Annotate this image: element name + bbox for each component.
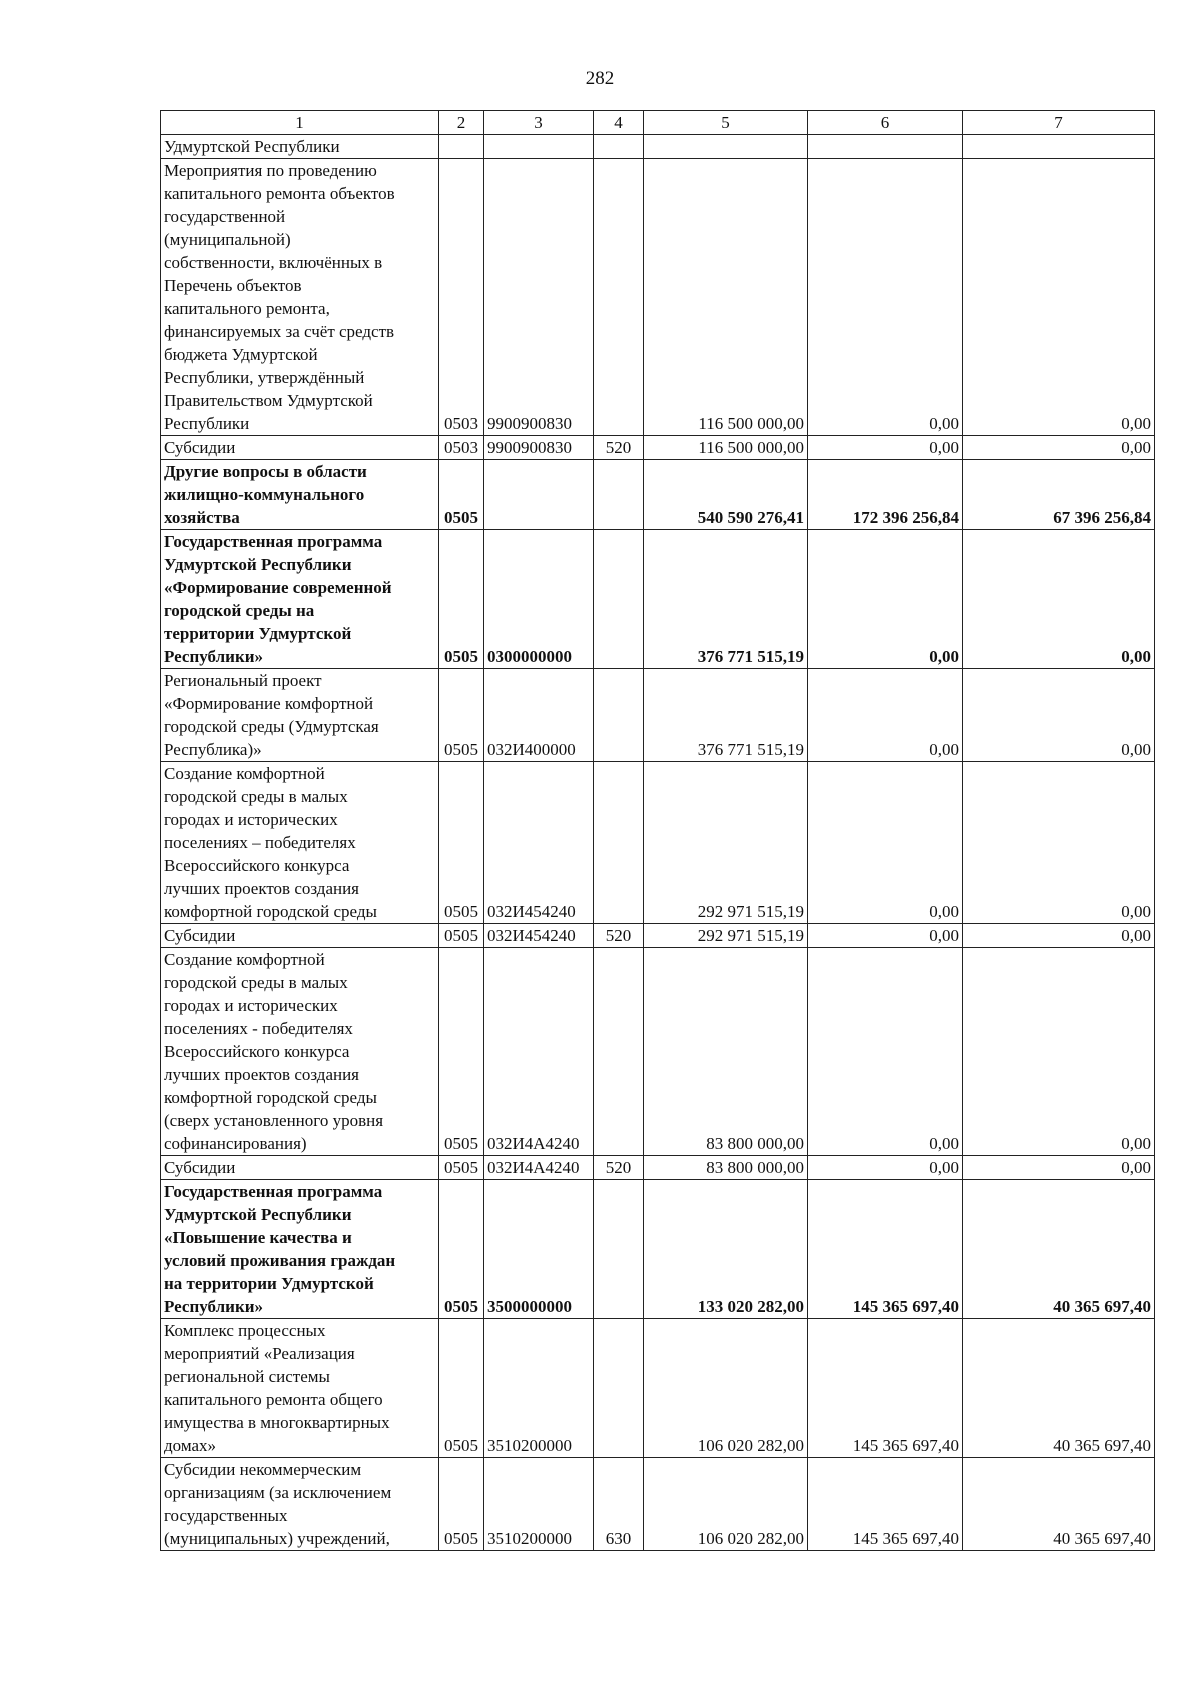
item-name: Субсидии xyxy=(161,436,439,460)
amount-col-7: 0,00 xyxy=(963,159,1155,436)
item-name: Государственная программа Удмуртской Республики «Формирование современной городской среды на территории Удмуртской Республики» xyxy=(161,530,439,669)
amount-col-7 xyxy=(963,135,1155,159)
col-header-7: 7 xyxy=(963,111,1155,135)
section-code: 0505 xyxy=(439,1180,484,1319)
item-name: Комплекс процессных мероприятий «Реализация региональной системы капитального ремонта общего имущества в многоквартирных домах» xyxy=(161,1319,439,1458)
amount-col-5: 292 971 515,19 xyxy=(644,924,808,948)
table-row xyxy=(161,1319,1155,1458)
amount-col-6 xyxy=(808,135,963,159)
amount-col-6: 0,00 xyxy=(808,159,963,436)
table-row xyxy=(161,762,1155,924)
amount-col-5: 106 020 282,00 xyxy=(644,1458,808,1551)
expense-type-code xyxy=(594,948,644,1156)
item-name: Другие вопросы в области жилищно-коммунального хозяйства xyxy=(161,460,439,530)
table-row xyxy=(161,948,1155,1156)
target-article-code: 0300000000 xyxy=(484,530,594,669)
target-article-code: 032И4А4240 xyxy=(484,948,594,1156)
table-row xyxy=(161,436,1155,460)
expense-type-code xyxy=(594,530,644,669)
item-name: Мероприятия по проведению капитального ремонта объектов государственной (муниципальной) собственности, включённых в Перечень объектов капитального ремонта, финансируемых за счёт средств бюджета Удмуртской Республики, утверждённый Правительством Удмуртской Республики xyxy=(161,159,439,436)
amount-col-6: 145 365 697,40 xyxy=(808,1180,963,1319)
amount-col-6: 0,00 xyxy=(808,924,963,948)
col-header-5: 5 xyxy=(644,111,808,135)
target-article-code: 032И454240 xyxy=(484,762,594,924)
col-header-1: 1 xyxy=(161,111,439,135)
target-article-code: 3510200000 xyxy=(484,1319,594,1458)
col-header-3: 3 xyxy=(484,111,594,135)
amount-col-7: 0,00 xyxy=(963,762,1155,924)
amount-col-7: 0,00 xyxy=(963,669,1155,762)
table-row xyxy=(161,135,1155,159)
table-row xyxy=(161,159,1155,436)
target-article-code xyxy=(484,135,594,159)
section-code: 0505 xyxy=(439,669,484,762)
amount-col-7: 0,00 xyxy=(963,530,1155,669)
amount-col-5: 116 500 000,00 xyxy=(644,436,808,460)
item-name: Субсидии некоммерческим организациям (за исключением государственных (муниципальных) учреждений, xyxy=(161,1458,439,1551)
amount-col-6: 145 365 697,40 xyxy=(808,1319,963,1458)
expense-type-code xyxy=(594,1319,644,1458)
target-article-code: 032И454240 xyxy=(484,924,594,948)
amount-col-7: 0,00 xyxy=(963,924,1155,948)
amount-col-7: 40 365 697,40 xyxy=(963,1319,1155,1458)
section-code: 0503 xyxy=(439,159,484,436)
expense-type-code xyxy=(594,135,644,159)
col-header-6: 6 xyxy=(808,111,963,135)
target-article-code: 3510200000 xyxy=(484,1458,594,1551)
section-code: 0505 xyxy=(439,1319,484,1458)
amount-col-6: 172 396 256,84 xyxy=(808,460,963,530)
amount-col-5: 116 500 000,00 xyxy=(644,159,808,436)
amount-col-5: 376 771 515,19 xyxy=(644,669,808,762)
target-article-code: 032И4А4240 xyxy=(484,1156,594,1180)
page-number: 282 xyxy=(585,68,615,89)
amount-col-6: 0,00 xyxy=(808,436,963,460)
table-row xyxy=(161,1180,1155,1319)
item-name: Создание комфортной городской среды в малых городах и исторических поселениях – победителях Всероссийского конкурса лучших проектов создания комфортной городской среды xyxy=(161,762,439,924)
amount-col-5: 83 800 000,00 xyxy=(644,1156,808,1180)
amount-col-6: 0,00 xyxy=(808,669,963,762)
amount-col-6: 0,00 xyxy=(808,1156,963,1180)
amount-col-6: 0,00 xyxy=(808,762,963,924)
expense-type-code xyxy=(594,762,644,924)
table-row xyxy=(161,669,1155,762)
amount-col-5 xyxy=(644,135,808,159)
expense-type-code xyxy=(594,460,644,530)
amount-col-7: 0,00 xyxy=(963,436,1155,460)
item-name: Государственная программа Удмуртской Республики «Повышение качества и условий проживания граждан на территории Удмуртской Республики» xyxy=(161,1180,439,1319)
target-article-code: 3500000000 xyxy=(484,1180,594,1319)
amount-col-7: 67 396 256,84 xyxy=(963,460,1155,530)
section-code: 0503 xyxy=(439,436,484,460)
expense-type-code xyxy=(594,1180,644,1319)
section-code: 0505 xyxy=(439,1156,484,1180)
item-name: Региональный проект «Формирование комфортной городской среды (Удмуртская Республика)» xyxy=(161,669,439,762)
section-code: 0505 xyxy=(439,530,484,669)
col-header-4: 4 xyxy=(594,111,644,135)
section-code xyxy=(439,135,484,159)
target-article-code xyxy=(484,460,594,530)
section-code: 0505 xyxy=(439,924,484,948)
target-article-code: 9900900830 xyxy=(484,159,594,436)
amount-col-5: 540 590 276,41 xyxy=(644,460,808,530)
expense-type-code: 520 xyxy=(594,924,644,948)
item-name: Удмуртской Республики xyxy=(161,135,439,159)
table-row xyxy=(161,1156,1155,1180)
amount-col-5: 376 771 515,19 xyxy=(644,530,808,669)
expense-type-code: 520 xyxy=(594,1156,644,1180)
section-code: 0505 xyxy=(439,460,484,530)
header-row xyxy=(161,111,1155,135)
section-code: 0505 xyxy=(439,1458,484,1551)
table-row xyxy=(161,460,1155,530)
amount-col-7: 40 365 697,40 xyxy=(963,1458,1155,1551)
amount-col-6: 0,00 xyxy=(808,948,963,1156)
section-code: 0505 xyxy=(439,948,484,1156)
budget-table xyxy=(160,110,1155,1551)
expense-type-code xyxy=(594,159,644,436)
amount-col-5: 133 020 282,00 xyxy=(644,1180,808,1319)
expense-type-code xyxy=(594,669,644,762)
amount-col-6: 145 365 697,40 xyxy=(808,1458,963,1551)
amount-col-7: 0,00 xyxy=(963,948,1155,1156)
table-row xyxy=(161,530,1155,669)
table-row xyxy=(161,1458,1155,1551)
item-name: Субсидии xyxy=(161,924,439,948)
amount-col-5: 292 971 515,19 xyxy=(644,762,808,924)
expense-type-code: 520 xyxy=(594,436,644,460)
amount-col-5: 106 020 282,00 xyxy=(644,1319,808,1458)
expense-type-code: 630 xyxy=(594,1458,644,1551)
amount-col-6: 0,00 xyxy=(808,530,963,669)
amount-col-5: 83 800 000,00 xyxy=(644,948,808,1156)
item-name: Создание комфортной городской среды в малых городах и исторических поселениях - победителях Всероссийского конкурса лучших проектов создания комфортной городской среды (сверх установленного уровня софинансирования) xyxy=(161,948,439,1156)
table-row xyxy=(161,924,1155,948)
target-article-code: 9900900830 xyxy=(484,436,594,460)
item-name: Субсидии xyxy=(161,1156,439,1180)
section-code: 0505 xyxy=(439,762,484,924)
amount-col-7: 40 365 697,40 xyxy=(963,1180,1155,1319)
target-article-code: 032И400000 xyxy=(484,669,594,762)
amount-col-7: 0,00 xyxy=(963,1156,1155,1180)
col-header-2: 2 xyxy=(439,111,484,135)
